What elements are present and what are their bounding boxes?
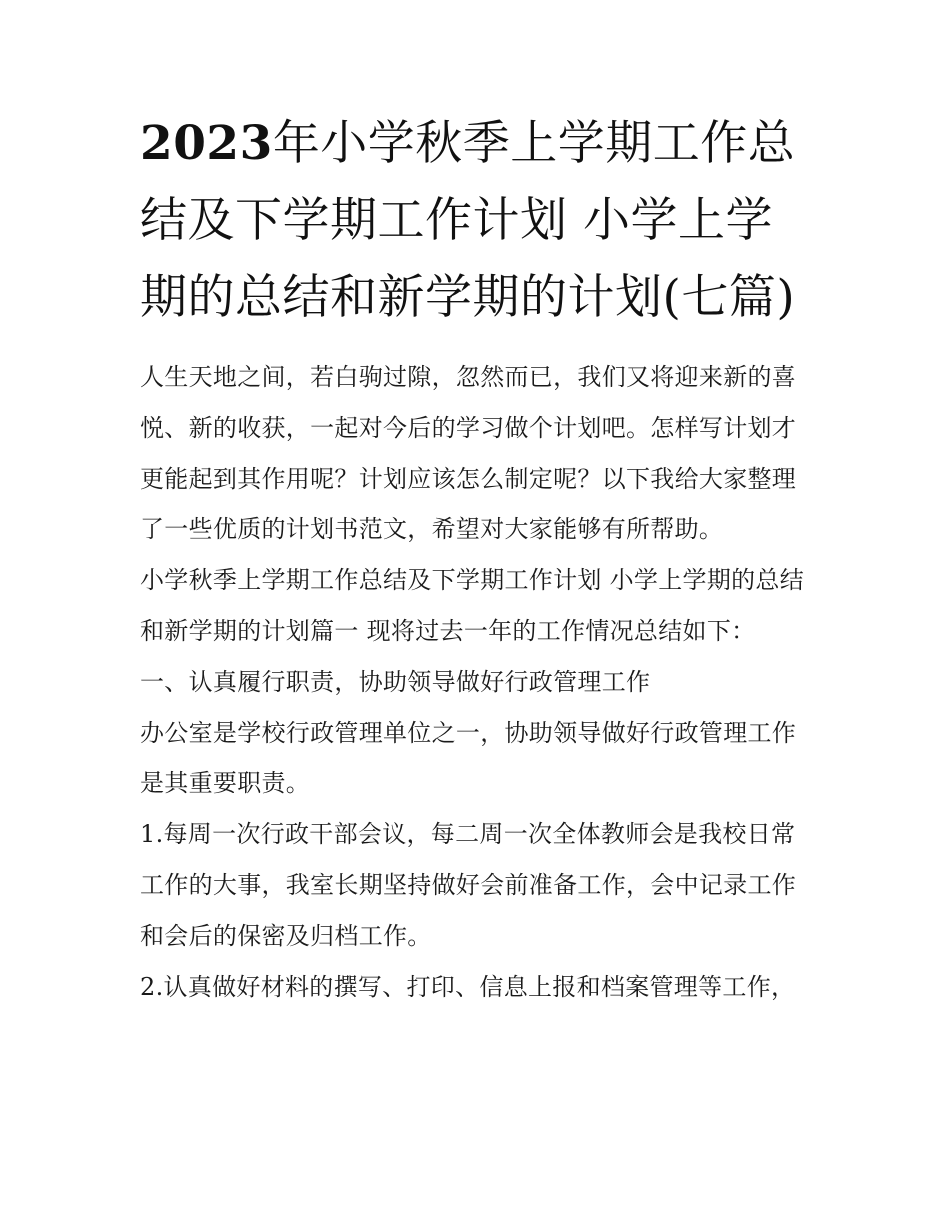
paragraph-intro: 人生天地之间，若白驹过隙，忽然而已，我们又将迎来新的喜悦、新的收获，一起对今后的学习做个计划吧。怎样写计划才更能起到其作用呢？计划应该怎么制定呢？以下我给大家整理了一些优质的计划书范文，希望对大家能够有所帮助。 [140,363,797,544]
document-page [140,105,815,1012]
paragraph-office-role: 办公室是学校行政管理单位之一，协助领导做好行政管理工作是其重要职责。 [140,718,797,798]
paragraph-section-heading: 小学秋季上学期工作总结及下学期工作计划 小学上学期的总结和新学期的计划篇一 现将过去一年的工作情况总结如下： [140,566,805,645]
title-year: 2023 [140,116,273,171]
title-text: 年小学秋季上学期工作总结及下学期工作计划 小学上学期的总结和新学期的计划(七篇) [140,116,796,325]
paragraph-item-1: 1.每周一次行政干部会议，每二周一次全体教师会是我校日常工作的大事，我室长期坚持做好会前准备工作，会中记录工作和会后的保密及归档工作。 [140,820,797,950]
paragraph-heading-one: 一、认真履行职责，协助领导做好行政管理工作 [140,667,651,696]
document-body [140,352,815,1012]
document-title [140,105,815,336]
paragraph-item-2: 2.认真做好材料的撰写、打印、信息上报和档案管理等工作， [140,972,796,1001]
